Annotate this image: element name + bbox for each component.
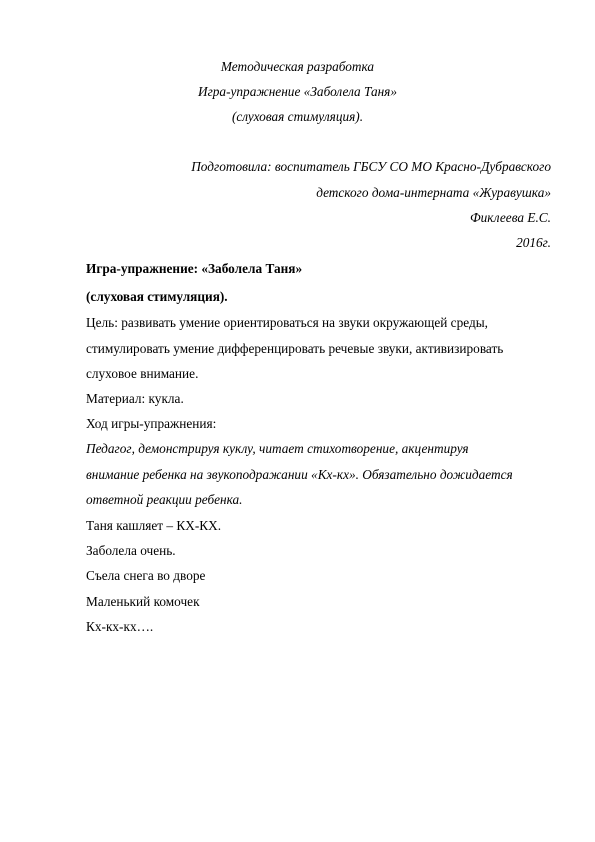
doc-header-line-1: Методическая разработка bbox=[220, 59, 375, 74]
poem-line-3: Съела снега во дворе bbox=[86, 568, 206, 583]
course-heading: Ход игры-упражнения: bbox=[86, 416, 217, 431]
material-line: Материал: кукла. bbox=[86, 391, 184, 406]
goal-line-3: слуховое внимание. bbox=[86, 366, 199, 381]
poem-line-1: Таня кашляет – КХ-КХ. bbox=[86, 518, 222, 533]
goal-line-2: стимулировать умение дифференцировать речевые звуки, активизировать bbox=[86, 341, 504, 356]
author-year: 2016г. bbox=[516, 235, 551, 250]
poem-line-2: Заболела очень. bbox=[86, 543, 176, 558]
exercise-subtitle: (слуховая стимуляция). bbox=[86, 289, 228, 304]
instruction-line-2: внимание ребенка на звукоподражании «Кх-кх». Обязательно дожидается bbox=[86, 467, 513, 482]
instruction-line-3: ответной реакции ребенка. bbox=[86, 492, 243, 507]
author-name: Фиклеева Е.С. bbox=[469, 210, 551, 225]
author-line-1: Подготовила: воспитатель ГБСУ СО МО Красно-Дубравского bbox=[191, 159, 551, 174]
instruction-line-1: Педагог, демонстрируя куклу, читает стихотворение, акцентируя bbox=[86, 441, 469, 456]
poem-line-5: Кх-кх-кх…. bbox=[86, 619, 154, 634]
doc-header-line-3: (слуховая стимуляция). bbox=[231, 109, 364, 124]
doc-header-line-2: Игра-упражнение «Заболела Таня» bbox=[197, 84, 398, 99]
poem-line-4: Маленький комочек bbox=[86, 594, 200, 609]
goal-line-1: Цель: развивать умение ориентироваться на звуки окружающей среды, bbox=[86, 315, 488, 330]
exercise-title: Игра-упражнение: «Заболела Таня» bbox=[86, 261, 303, 276]
author-line-2: детского дома-интерната «Журавушка» bbox=[316, 185, 551, 200]
